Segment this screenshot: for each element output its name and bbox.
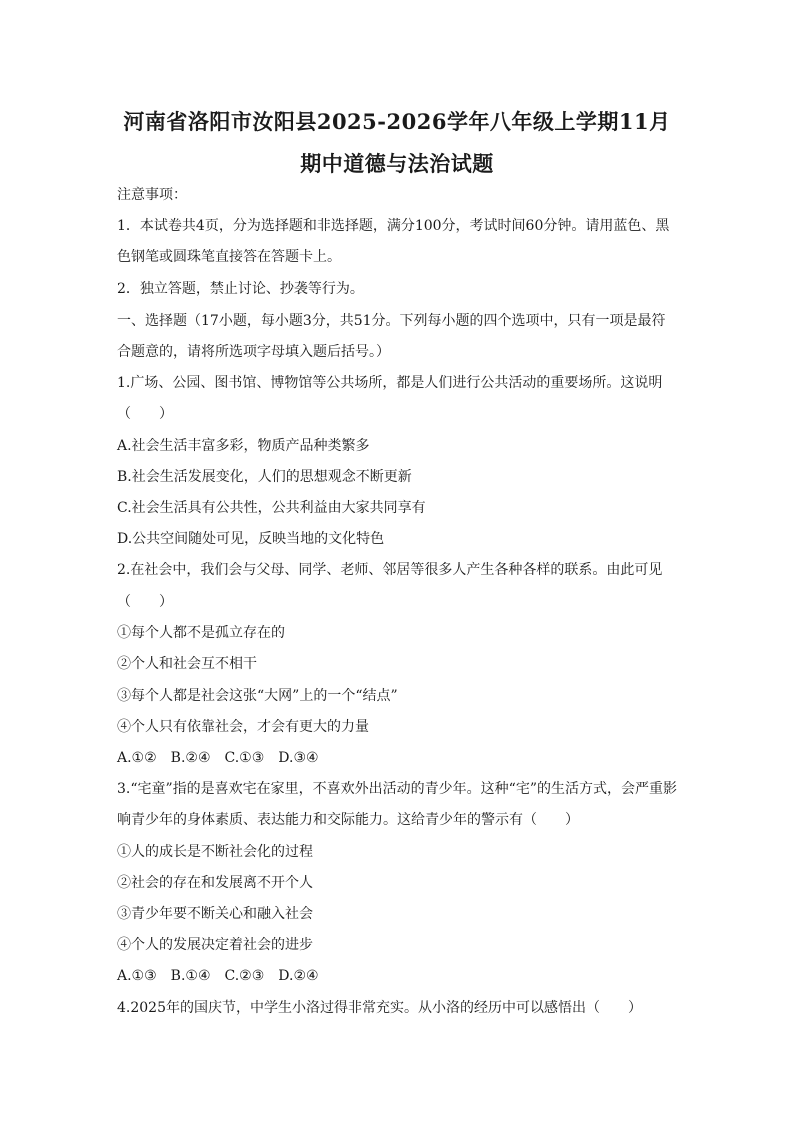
question-1-option-c: C.社会生活具有公共性，公共利益由大家共同享有 <box>117 500 426 516</box>
question-1-stem: 1.广场、公园、图书馆、博物馆等公共场所，都是人们进行公共活动的重要场所。这说明 <box>117 375 663 391</box>
notice-item-1-continued: 色钢笔或圆珠笔直接答在答题卡上。 <box>117 249 341 265</box>
exam-title-line-1: 河南省洛阳市汝阳县2025-2026学年八年级上学期11月 <box>123 109 671 134</box>
question-3-item-4: ④个人的发展决定着社会的进步 <box>117 937 313 953</box>
section-heading-choice-continued: 合题意的，请将所选项字母填入题后括号。） <box>117 344 390 360</box>
question-3-stem: 3.“宅童”指的是喜欢宅在家里，不喜欢外出活动的青少年。这种“宅”的生活方式，会严重影 <box>117 781 677 797</box>
question-1-option-b: B.社会生活发展变化，人们的思想观念不断更新 <box>117 469 412 485</box>
question-3-item-2: ②社会的存在和发展离不开个人 <box>117 875 313 891</box>
exam-title-line-2: 期中道德与法治试题 <box>300 151 494 176</box>
question-2-choices: A.①② B.②④ C.①③ D.③④ <box>117 750 319 766</box>
notice-item-2: 2．独立答题，禁止讨论、抄袭等行为。 <box>117 281 364 297</box>
question-2-item-2: ②个人和社会互不相干 <box>117 656 257 672</box>
notice-item-1: 1．本试卷共4页，分为选择题和非选择题，满分100分，考试时间60分钟。请用蓝色、黑 <box>117 218 670 234</box>
question-2-item-4: ④个人只有依靠社会，才会有更大的力量 <box>117 719 369 735</box>
question-1-option-d: D.公共空间随处可见，反映当地的文化特色 <box>117 531 385 547</box>
question-4-stem: 4.2025年的国庆节，中学生小洛过得非常充实。从小洛的经历中可以感悟出（ ） <box>117 1000 642 1016</box>
question-3-stem-continued: 响青少年的身体素质、表达能力和交际能力。这给青少年的警示有（ ） <box>117 812 579 828</box>
question-1-answer-bracket: （ ） <box>117 406 173 422</box>
question-3-item-1: ①人的成长是不断社会化的过程 <box>117 844 313 860</box>
section-heading-choice: 一、选择题（17小题，每小题3分，共51分。下列每小题的四个选项中，只有一项是最符 <box>117 313 666 329</box>
question-2-stem: 2.在社会中，我们会与父母、同学、老师、邻居等很多人产生各种各样的联系。由此可见 <box>117 562 663 578</box>
notice-heading: 注意事项： <box>117 187 187 203</box>
question-1-option-a: A.社会生活丰富多彩，物质产品种类繁多 <box>117 438 370 454</box>
question-3-choices: A.①③ B.①④ C.②③ D.②④ <box>117 968 319 984</box>
question-3-item-3: ③青少年要不断关心和融入社会 <box>117 906 313 922</box>
question-2-item-1: ①每个人都不是孤立存在的 <box>117 625 285 641</box>
question-2-item-3: ③每个人都是社会这张“大网”上的一个“结点” <box>117 688 398 704</box>
question-2-answer-bracket: （ ） <box>117 594 173 610</box>
